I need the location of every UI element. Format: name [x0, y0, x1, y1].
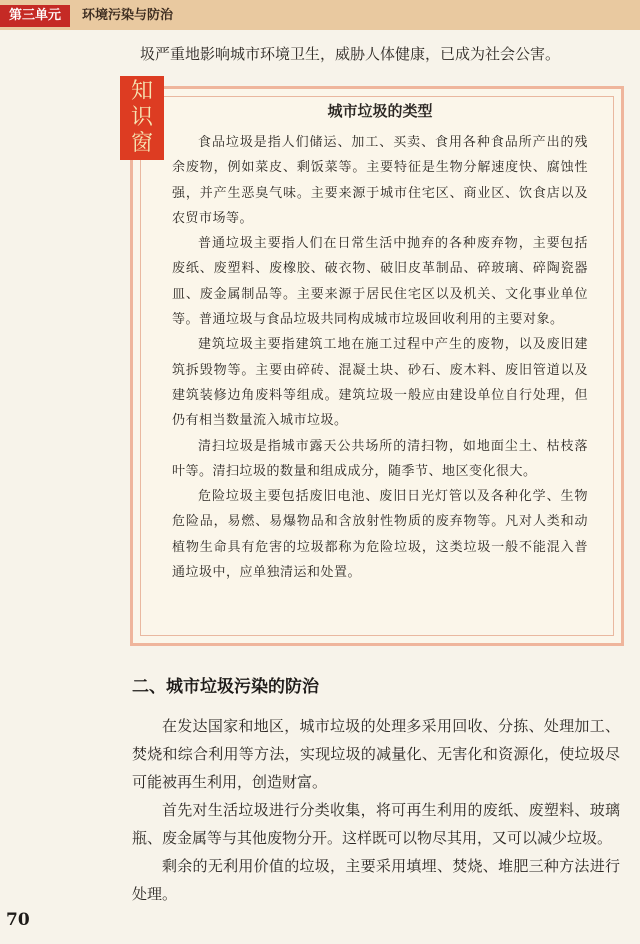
box-paragraph-food-waste: 食品垃圾是指人们储运、加工、买卖、食用各种食品所产出的残余废物，例如菜皮、剩饭菜等。主要特征是生物分解速度快、腐蚀性强，并产生恶臭气味。主要来源于城市住宅区、商业区、饮食店以及农贸市场等。 [172, 135, 588, 226]
body-paragraph-3: 剩余的无利用价值的垃圾，主要采用填埋、焚烧、堆肥三种方法进行处理。 [132, 857, 620, 903]
box-paragraph-construction-waste: 建筑垃圾主要指建筑工地在施工过程中产生的废物，以及废旧建筑拆毁物等。主要由碎砖、混凝土块、砂石、废木料、废旧管道以及建筑装修边角废料等组成。建筑垃圾一般应由建设单位自行处理，但仍有相当数量流入城市垃圾。 [172, 337, 588, 429]
knowledge-box-title: 城市垃圾的类型 [327, 102, 433, 120]
intro-line: 圾严重地影响城市环境卫生，威胁人体健康，已成为社会公害。 [140, 45, 561, 63]
page-number: 70 [6, 910, 30, 930]
tab-char-3: 窗 [130, 131, 153, 156]
section-heading: 二、城市垃圾污染的防治 [132, 677, 319, 697]
box-paragraph-common-waste: 普通垃圾主要指人们在日常生活中抛弃的各种废弃物，主要包括废纸、废塑料、废橡胶、破衣物、破旧皮革制品、碎玻璃、碎陶瓷器皿、废金属制品等。主要来源于居民住宅区以及机关、文化事业单位等。普通垃圾与食品垃圾共同构成城市垃圾回收利用的主要对象。 [172, 236, 588, 328]
tab-char-2: 识 [130, 105, 153, 130]
chapter-header-bar [0, 0, 640, 30]
box-paragraph-sweeping-waste: 清扫垃圾是指城市露天公共场所的清扫物，如地面尘土、枯枝落叶等。清扫垃圾的数量和组成成分，随季节、地区变化很大。 [172, 438, 588, 479]
unit-badge: 第三单元 [0, 5, 70, 27]
body-paragraph-1: 在发达国家和地区，城市垃圾的处理多采用回收、分拣、处理加工、焚烧和综合利用等方法，实现垃圾的减量化、无害化和资源化，使垃圾尽可能被再生利用，创造财富。 [132, 717, 620, 791]
section-body [132, 712, 620, 908]
body-paragraph-2: 首先对生活垃圾进行分类收集，将可再生利用的废纸、废塑料、玻璃瓶、废金属等与其他废物分开。这样既可以物尽其用，又可以减少垃圾。 [132, 801, 620, 847]
knowledge-window-tab [120, 76, 164, 160]
chapter-title: 环境污染与防治 [82, 8, 174, 23]
tab-char-1: 知 [130, 79, 153, 104]
box-paragraph-hazardous-waste: 危险垃圾主要包括废旧电池、废旧日光灯管以及各种化学、生物危险品，易燃、易爆物品和含放射性物质的废弃物等。凡对人类和动植物生命具有危害的垃圾都称为危险垃圾，这类垃圾一般不能混入普通垃圾中，应单独清运和处置。 [172, 489, 588, 581]
knowledge-box-body [172, 130, 588, 585]
